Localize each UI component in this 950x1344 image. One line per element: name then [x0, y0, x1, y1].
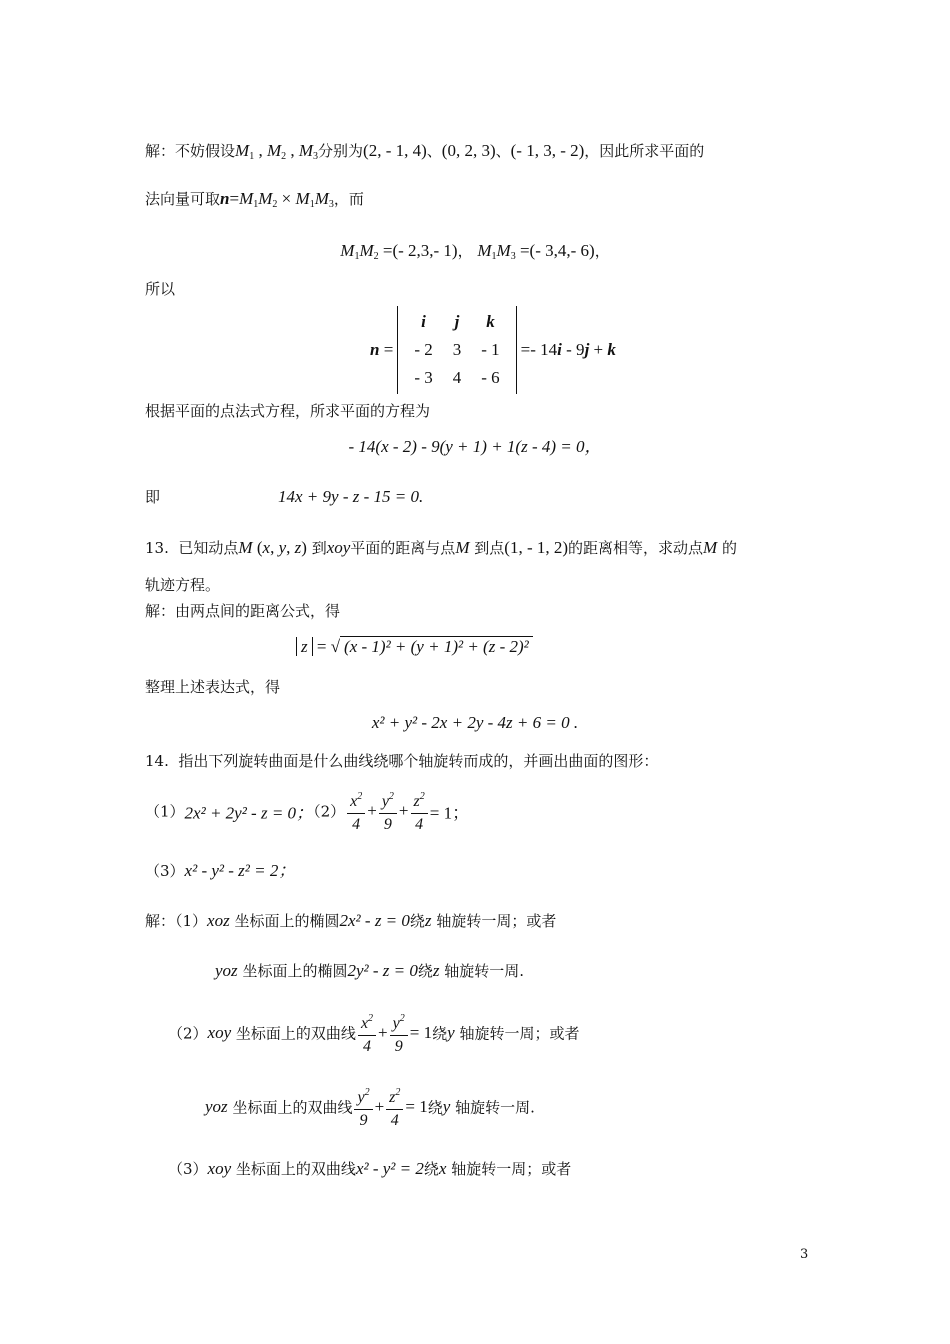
p13-tidy: 整理上述表达式，得 — [145, 678, 281, 696]
p12-line2: 法向量可取$n=M_1M_2 \times M_1M_3$，而 — [145, 189, 364, 210]
p14-sol-2b: yoz 坐标面上的双曲线 $\frac{y^2}{9}$ + $\frac{z^2}{4}$ = 1绕y 轴旋转一周. — [205, 1082, 535, 1132]
p13-solution-intro: 解：由两点间的距离公式，得 — [145, 602, 341, 620]
p14-sol-3a: （3）xoy 坐标面上的双曲线x² - y² = 2绕x 轴旋转一周；或者 — [168, 1159, 572, 1178]
p13-distance-eq: z = √ (x - 1)² + (y + 1)² + (z - 2)² — [296, 636, 533, 658]
p14-sol-2a: （2）xoy 坐标面上的双曲线 $\frac{x^2}{4}$ + $\frac{y^2}{9}$ = 1绕y 轴旋转一周；或者 — [168, 1008, 579, 1058]
determinant-matrix: i j k - 2 3 - 1 - 3 4 - 6 — [397, 306, 516, 394]
p13-statement: 13. 已知动点M (x, y, z) 到xoy平面的距离与点M 到点(1, - 1, 2)的距离相等，求动点M 的 — [145, 538, 737, 557]
p12-ji: 即 — [145, 488, 161, 506]
p14-statement: 14. 指出下列旋转曲面是什么曲线绕哪个轴旋转而成的，并画出曲面的图形： — [145, 752, 659, 770]
p14-items-1-2: （1）2x² + 2y² - z = 0；（2） $\frac{x^2}{4}$ + $\frac{y^2}{9}$ + $\frac{z^2}{4}$ = 1； — [145, 786, 469, 836]
p12-point-normal-eq: - 14(x - 2) - 9(y + 1) + 1(z - 4) = 0， — [348, 437, 602, 456]
p12-determinant: n = i j k - 2 3 - 1 - 3 4 - 6 =- 14i - 9j + k — [370, 306, 616, 394]
p12-eq-intro: 根据平面的点法式方程，所求平面的方程为 — [145, 402, 431, 420]
p13-result-eq: x² + y² - 2x + 2y - 4z + 6 = 0 . — [371, 713, 579, 732]
p12-vectors: $M_1M_2$ =(- 2,3,- 1)， $M_1M_3$ =(- 3,4,- 6)， — [340, 241, 610, 262]
p14-item-3: （3）x² - y² - z² = 2； — [145, 861, 296, 880]
p12-final-eq: 14x + 9y - z - 15 = 0. — [278, 487, 424, 506]
page-number: 3 — [800, 1247, 809, 1262]
p12-line1: 解：不妨假设$M_1$ , $M_2$ , $M_3$分别为(2, - 1, 4)、(0, 2, 3)、(- 1, 3, - 2)，因此所求平面的 — [145, 141, 705, 162]
p12-suoyi: 所以 — [145, 280, 176, 298]
p13-line2: 轨迹方程。 — [145, 576, 221, 594]
p14-sol-1a: 解：（1）xoz 坐标面上的椭圆2x² - z = 0绕z 轴旋转一周；或者 — [145, 911, 557, 930]
p14-sol-1b: yoz 坐标面上的椭圆2y² - z = 0绕z 轴旋转一周. — [215, 961, 525, 980]
